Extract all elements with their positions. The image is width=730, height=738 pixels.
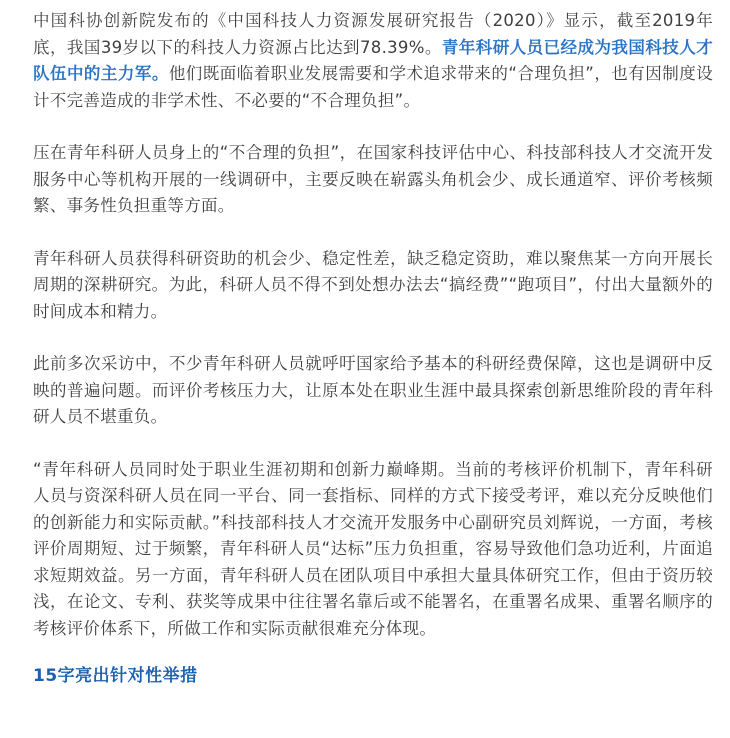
paragraph-unreasonable-burden: 压在青年科研人员身上的“不合理的负担”，在国家科技评估中心、科技部科技人才交流开发服务中心等机构开展的一线调研中，主要反映在崭露头角机会少、成长通道窄、评价考核频繁、事务性负担重等方面。 [33, 143, 713, 215]
paragraph-text: 中国科协创新院发布的《中国科技人力资源发展研究报告（2020）》显示，截至2019年底，我国39岁以下的科技人力资源占比达到78.39%。 [33, 11, 713, 57]
paragraph-text: 他们既面临着职业发展需要和学术追求带来的“合理负担”，也有因制度设计不完善造成的非学术性、不必要的“不合理负担”。 [33, 64, 713, 110]
paragraph-expert-quote: “青年科研人员同时处于职业生涯初期和创新力巅峰期。当前的考核评价机制下，青年科研人员与资深科研人员在同一平台、同一套指标、同样的方式下接受考评，难以充分反映他们的创新能力和实际贡献。”科技部科技人才交流开发服务中心副研究员刘辉说，一方面，考核评价周期短、过于频繁，青年科研人员“达标”压力负担重，容易导致他们急功近利，片面追求短期效益。另一方面，青年科研人员在团队项目中承担大量具体研究工作，但由于资历较浅，在论文、专利、获奖等成果中往往署名靠后或不能署名，在重署名成果、重署名顺序的考核评价体系下，所做工作和实际贡献很难充分体现。 [33, 459, 713, 638]
paragraph-interview-findings: 此前多次采访中，不少青年科研人员就呼吁国家给予基本的科研经费保障，这也是调研中反映的普遍问题。而评价考核压力大，让原本处在职业生涯中最具探索创新思维阶段的青年科研人员不堪重负。 [33, 354, 713, 426]
paragraph-report-summary [33, 8, 713, 114]
article-body [33, 8, 713, 688]
section-heading: 15字亮出针对性举措 [33, 666, 198, 686]
paragraph-funding-shortage: 青年科研人员获得科研资助的机会少、稳定性差，缺乏稳定资助，难以聚焦某一方向开展长周期的深耕研究。为此，科研人员不得不到处想办法去“搞经费”“跑项目”，付出大量额外的时间成本和精力。 [33, 248, 713, 321]
highlighted-statement: 青年科研人员已经成为我国科技人才队伍中的主力军。 [33, 37, 713, 83]
